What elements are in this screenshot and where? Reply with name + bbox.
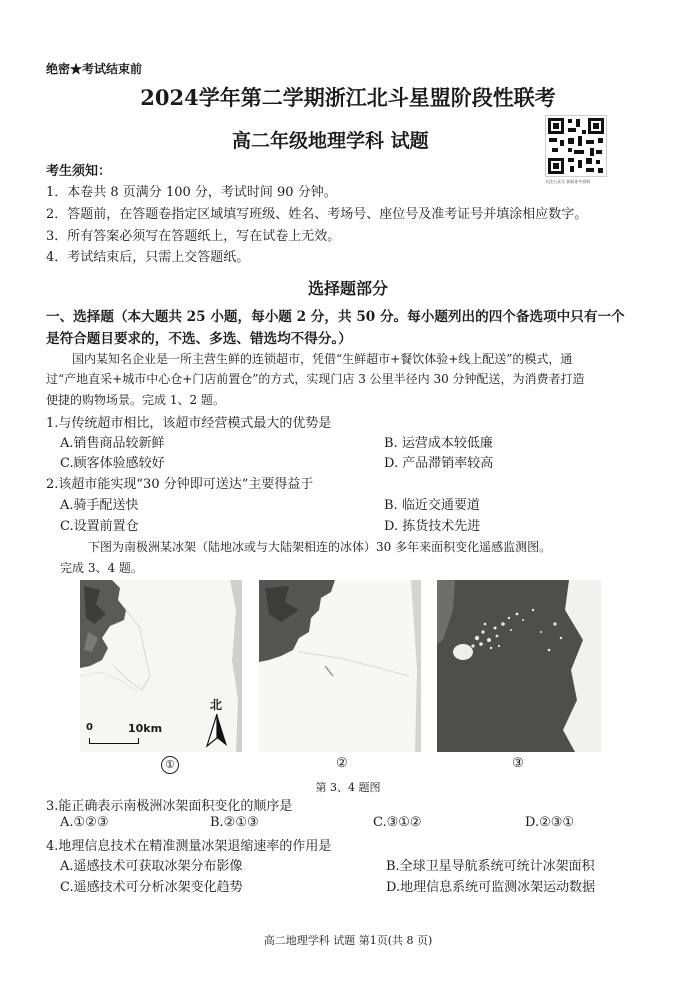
- qr-code-icon: [545, 115, 607, 177]
- option-b: B.全球卫星导航系统可统计冰架面积: [386, 859, 595, 874]
- page-footer: 高二地理学科 试题 第1页(共 8 页): [263, 934, 433, 947]
- passage-line: 下图为南极洲某冰架（陆地冰或与大陆架相连的冰体）30 多年来面积变化遥感监测图。: [88, 540, 552, 554]
- exam-title: 2024学年第二学期浙江北斗星盟阶段性联考: [140, 85, 556, 110]
- secret-label: 绝密★考试结束前: [46, 62, 143, 76]
- notice-item: 1．本卷共 8 页满分 100 分，考试时间 90 分钟。: [46, 185, 337, 200]
- scale-label: 10km: [128, 722, 163, 735]
- option-c: C.遥感技术可分析冰架变化趋势: [60, 880, 243, 895]
- question-stem: 1.与传统超市相比，该超市经营模式最大的优势是: [46, 416, 332, 431]
- option-d: D.②③①: [525, 815, 575, 830]
- section-title: 选择题部分: [307, 279, 388, 298]
- passage-line: 过“产地直采+城市中心仓+门店前置仓”的方式，实现门店 3 公里半径内 30 分钟配送，为消费者打造: [46, 372, 585, 386]
- option-d: D.地理信息系统可监测冰架运动数据: [386, 880, 596, 895]
- option-c: C.③①②: [373, 815, 422, 830]
- option-d: D. 产品滞销率较高: [384, 456, 494, 471]
- passage-line: 便捷的购物场景。完成 1、2 题。: [46, 393, 225, 407]
- option-a: A.销售商品较新鲜: [60, 436, 165, 451]
- exam-subtitle: 高二年级地理学科 试题: [232, 130, 429, 152]
- notice-heading: 考生须知：: [46, 164, 112, 179]
- option-b: B. 临近交通要道: [384, 498, 480, 513]
- option-b: B. 运营成本较低廉: [384, 436, 493, 451]
- option-c: C.设置前置仓: [60, 519, 139, 534]
- qr-caption: 关注公众号 获取更多资料: [545, 179, 591, 184]
- figure-label-2: ②: [336, 756, 348, 771]
- north-arrow-icon: [206, 714, 228, 752]
- scale-zero: 0: [86, 722, 93, 733]
- scale-bar: [89, 738, 139, 744]
- question-stem: 4.地理信息技术在精准测量冰架退缩速率的作用是: [46, 839, 332, 854]
- section-instruction-line1: 一、选择题（本大题共 25 小题，每小题 2 分，共 50 分。每小题列出的四个备选项中只有一个: [46, 309, 625, 325]
- passage-line: 完成 3、4 题。: [60, 561, 143, 575]
- question-stem: 3.能正确表示南极洲冰架面积变化的顺序是: [46, 799, 293, 814]
- figure-label-1: ①: [161, 756, 179, 774]
- notice-item: 3．所有答案必须写在答题纸上，写在试卷上无效。: [46, 229, 341, 244]
- section-instruction-line2: 是符合题目要求的，不选、多选、错选均不得分。）: [46, 331, 352, 347]
- passage-line: 国内某知名企业是一所主营生鲜的连锁超市，凭借“生鲜超市+餐饮体验+线上配送”的模式，通: [72, 352, 573, 366]
- option-a: A.①②③: [60, 815, 109, 830]
- option-b: B.②①③: [210, 815, 259, 830]
- figure-label-3: ③: [512, 756, 524, 771]
- option-d: D. 拣货技术先进: [384, 519, 481, 534]
- option-a: A.骑手配送快: [60, 498, 139, 513]
- satellite-image-2: [259, 580, 421, 752]
- north-label: 北: [210, 698, 223, 712]
- option-c: C.顾客体验感较好: [60, 456, 165, 471]
- option-a: A.遥感技术可获取冰架分布影像: [60, 859, 243, 874]
- figure-caption: 第 3、4 题图: [315, 781, 381, 794]
- question-stem: 2.该超市能实现“30 分钟即可送达”主要得益于: [46, 477, 314, 492]
- notice-item: 2．答题前，在答题卷指定区域填写班级、姓名、考场号、座位号及准考证号并填涂相应数字。: [46, 207, 588, 222]
- notice-item: 4．考试结束后，只需上交答题纸。: [46, 250, 250, 265]
- satellite-image-3: [437, 580, 601, 752]
